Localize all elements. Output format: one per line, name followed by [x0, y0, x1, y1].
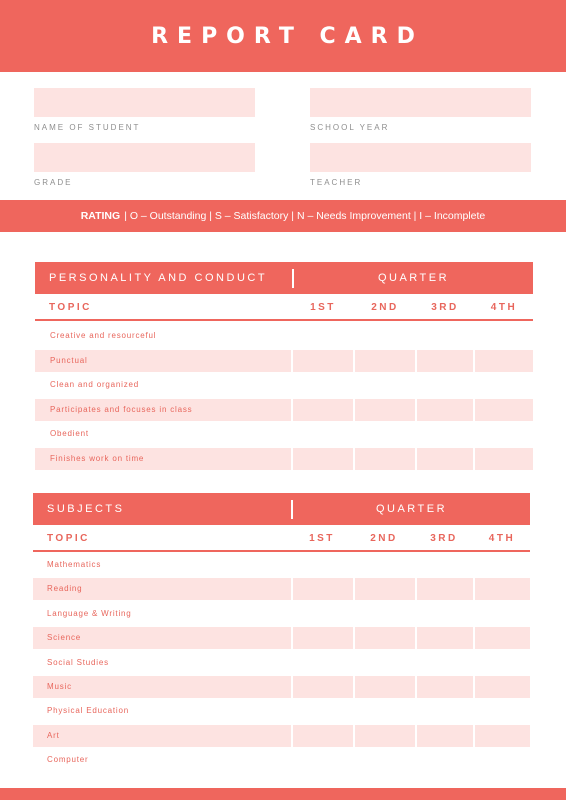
page-title: REPORT CARD [151, 23, 424, 49]
grade-cell-q1[interactable] [293, 423, 353, 445]
table-row [33, 725, 530, 747]
col-q2: 2ND [370, 533, 398, 544]
row-shading [33, 725, 291, 747]
grade-cell-q2[interactable] [355, 374, 415, 396]
row-label: Art [47, 730, 60, 740]
grade-cell-q3[interactable] [417, 374, 473, 396]
table-row [33, 603, 530, 625]
row-label: Obedient [50, 429, 89, 438]
grade-field[interactable] [34, 143, 255, 172]
grade-cell-q1[interactable] [293, 749, 353, 771]
row-label: Music [47, 682, 72, 691]
col-q1: 1ST [309, 533, 335, 544]
table-row [35, 350, 533, 372]
grade-cell-q3[interactable] [417, 578, 473, 600]
table-row [35, 423, 533, 445]
grade-cell-q2[interactable] [355, 700, 415, 722]
grade-cell-q4[interactable] [475, 374, 533, 396]
footer-bar [0, 788, 566, 800]
grade-cell-q4[interactable] [475, 725, 530, 747]
table-row [35, 325, 533, 347]
subjects-quarter-heading: QUARTER [375, 503, 448, 515]
grade-cell-q3[interactable] [417, 554, 473, 576]
row-label: Participates and focuses in class [50, 404, 193, 414]
row-label: Social Studies [47, 657, 109, 667]
column-rule [33, 550, 530, 552]
col-q3: 3RD [431, 302, 459, 313]
teacher-label: TEACHER [310, 178, 363, 187]
col-q4: 4TH [490, 302, 518, 313]
grade-cell-q1[interactable] [293, 325, 353, 347]
grade-cell-q2[interactable] [355, 423, 415, 445]
grade-cell-q1[interactable] [293, 725, 353, 747]
student-name-field[interactable] [34, 88, 255, 117]
table-row [33, 700, 530, 722]
table-row [33, 578, 530, 600]
grade-cell-q2[interactable] [355, 603, 415, 625]
grade-cell-q2[interactable] [355, 325, 415, 347]
grade-cell-q4[interactable] [475, 325, 533, 347]
grade-cell-q1[interactable] [293, 554, 353, 576]
grade-cell-q1[interactable] [293, 627, 353, 649]
grade-cell-q1[interactable] [293, 350, 353, 372]
grade-cell-q4[interactable] [475, 749, 530, 771]
grade-cell-q3[interactable] [417, 325, 473, 347]
grade-cell-q3[interactable] [417, 676, 473, 698]
grade-cell-q1[interactable] [293, 448, 353, 470]
grade-cell-q4[interactable] [475, 350, 533, 372]
grade-cell-q2[interactable] [355, 399, 415, 421]
table-row [33, 749, 530, 771]
table-row [35, 399, 533, 421]
table-row [33, 627, 530, 649]
grade-cell-q4[interactable] [475, 652, 530, 674]
grade-cell-q2[interactable] [355, 554, 415, 576]
row-label: Creative and resourceful [50, 331, 157, 340]
conduct-section [35, 262, 533, 472]
row-label: Computer [47, 755, 89, 765]
grade-cell-q4[interactable] [475, 399, 533, 421]
row-label: Clean and organized [50, 380, 140, 389]
grade-cell-q4[interactable] [475, 578, 530, 600]
table-row [33, 554, 530, 576]
grade-cell-q1[interactable] [293, 603, 353, 625]
school-year-label: SCHOOL YEAR [310, 123, 390, 132]
grade-cell-q2[interactable] [355, 725, 415, 747]
table-row [35, 374, 533, 396]
teacher-field[interactable] [310, 143, 531, 172]
grade-cell-q4[interactable] [475, 603, 530, 625]
table-row [35, 448, 533, 470]
school-year-field[interactable] [310, 88, 531, 117]
grade-label: GRADE [34, 178, 73, 187]
grade-cell-q4[interactable] [475, 700, 530, 722]
grade-cell-q1[interactable] [293, 399, 353, 421]
rating-legend [0, 200, 566, 232]
grade-cell-q1[interactable] [293, 374, 353, 396]
grade-cell-q4[interactable] [475, 423, 533, 445]
grade-cell-q3[interactable] [417, 700, 473, 722]
grade-cell-q2[interactable] [355, 448, 415, 470]
grade-cell-q3[interactable] [417, 350, 473, 372]
table-row [33, 676, 530, 698]
grade-cell-q2[interactable] [355, 749, 415, 771]
row-label: Language & Writing [47, 608, 132, 618]
col-q3: 3RD [430, 533, 458, 544]
grade-cell-q2[interactable] [355, 578, 415, 600]
subjects-section-title: SUBJECTS [47, 503, 125, 515]
grade-cell-q2[interactable] [355, 676, 415, 698]
col-q4: 4TH [488, 533, 516, 544]
grade-cell-q1[interactable] [293, 578, 353, 600]
grade-cell-q4[interactable] [475, 627, 530, 649]
grade-cell-q3[interactable] [417, 627, 473, 649]
grade-cell-q4[interactable] [475, 676, 530, 698]
rating-label: RATING [80, 210, 121, 222]
table-row [33, 652, 530, 674]
row-label: Punctual [50, 355, 88, 365]
row-label: Science [47, 633, 82, 643]
grade-cell-q3[interactable] [417, 448, 473, 470]
student-name-label: NAME OF STUDENT [34, 123, 141, 132]
row-label: Mathematics [47, 560, 102, 569]
grade-cell-q2[interactable] [355, 627, 415, 649]
col-q2: 2ND [371, 302, 399, 313]
grade-cell-q4[interactable] [475, 448, 533, 470]
grade-cell-q3[interactable] [417, 399, 473, 421]
header-banner [0, 0, 566, 72]
column-rule [35, 319, 533, 321]
grade-cell-q3[interactable] [417, 749, 473, 771]
col-topic: TOPIC [47, 533, 90, 544]
grade-cell-q1[interactable] [293, 676, 353, 698]
row-label: Physical Education [47, 706, 129, 716]
grade-cell-q1[interactable] [293, 700, 353, 722]
grade-cell-q2[interactable] [355, 350, 415, 372]
col-topic: TOPIC [49, 302, 92, 313]
rating-text: | O – Outstanding | S – Satisfactory | N – Needs Improvement | I – Incomplete [124, 210, 486, 222]
col-q1: 1ST [310, 302, 336, 313]
row-label: Finishes work on time [50, 453, 145, 463]
grade-cell-q3[interactable] [417, 725, 473, 747]
grade-cell-q4[interactable] [475, 554, 530, 576]
grade-cell-q3[interactable] [417, 423, 473, 445]
subjects-section [33, 493, 530, 783]
grade-cell-q3[interactable] [417, 652, 473, 674]
grade-cell-q3[interactable] [417, 603, 473, 625]
conduct-section-title: PERSONALITY AND CONDUCT [49, 272, 268, 284]
grade-cell-q1[interactable] [293, 652, 353, 674]
row-label: Reading [47, 584, 83, 594]
grade-cell-q2[interactable] [355, 652, 415, 674]
conduct-quarter-heading: QUARTER [377, 272, 450, 284]
